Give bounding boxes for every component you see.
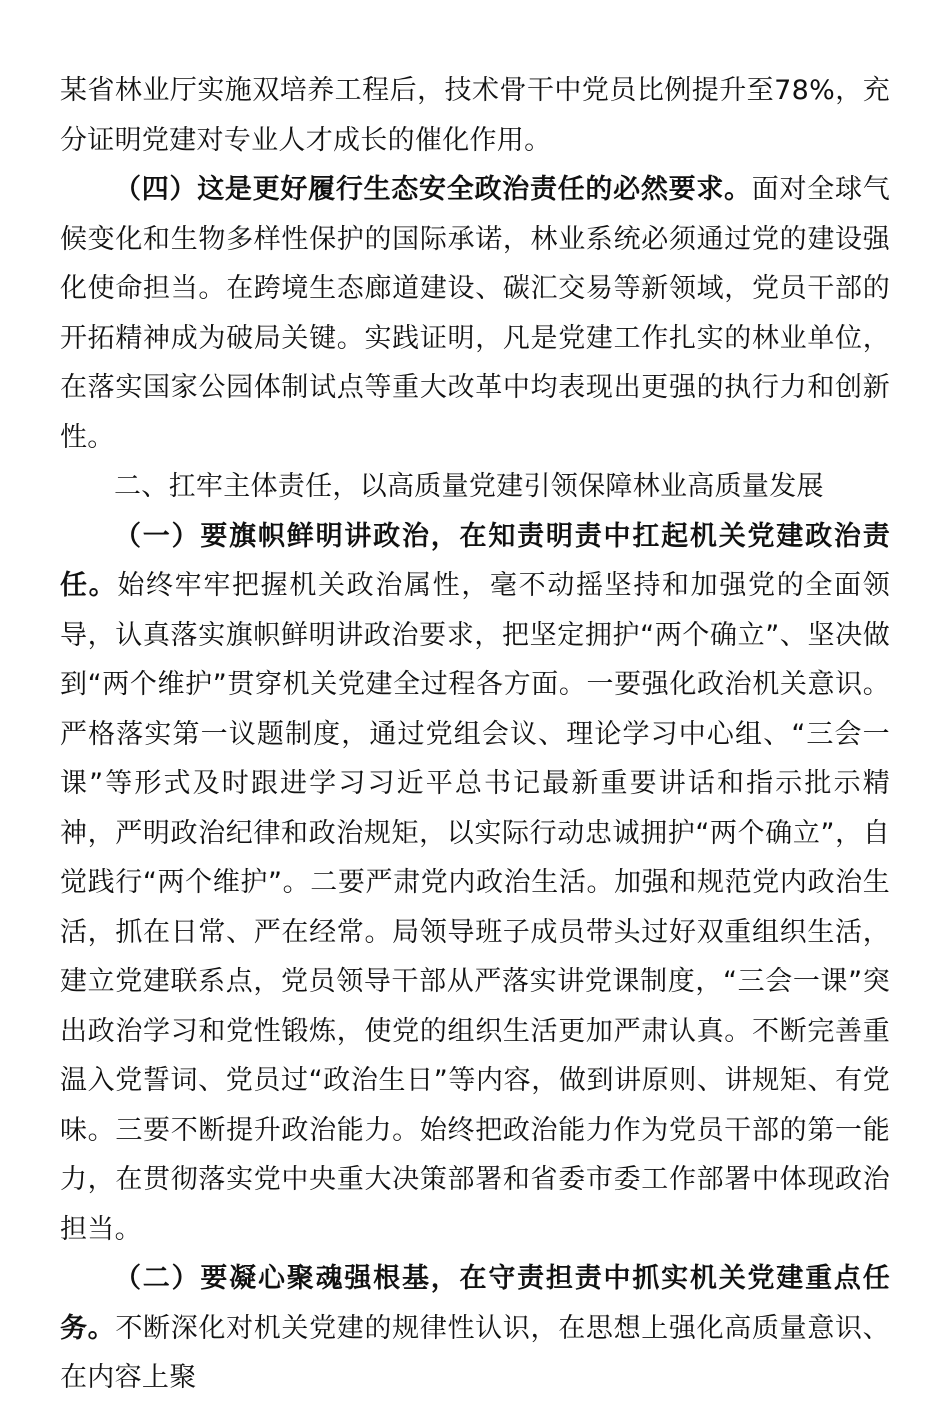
paragraph-3-text: 始终牢牢把握机关政治属性，毫不动摇坚持和加强党的全面领导，认真落实旗帜鲜明讲政治要求，把坚定拥护“两个确立”、坚决做到“两个维护”贯穿机关党建全过程各方面。一要强化政治机关意识。严格落实第一议题制度，通过党组会议、理论学习中心组、“三会一课”等形式及时跟进学习习近平总书记最新重要讲话和指示批示精神，严明政治纪律和政治规矩，以实际行动忠诚拥护“两个确立”，自觉践行“两个维护”。二要严肃党内政治生活。加强和规范党内政治生活，抓在日常、严在经常。局领导班子成员带头过好双重组织生活，建立党建联系点，党员领导干部从严落实讲党课制度，“三会一课”突出政治学习和党性锻炼，使党的组织生活更加严肃认真。不断完善重温入党誓词、党员过“政治生日”等内容，做到讲原则、讲规矩、有党味。三要不断提升政治能力。始终把政治能力作为党员干部的第一能力，在贯彻落实党中央重大决策部署和省委市委工作部署中体现政治担当。 — [60, 570, 890, 1245]
paragraph-2-heading: （四）这是更好履行生态安全政治责任的必然要求。 — [114, 174, 752, 205]
paragraph-4 — [60, 1254, 890, 1403]
paragraph-3-heading: （一）要旗帜鲜明讲政治，在知责明责中扛起机关党建政治责任。 — [60, 520, 890, 601]
section-2-heading: 二、扛牢主体责任，以高质量党建引领保障林业高质量发展 — [114, 471, 824, 502]
paragraph-3 — [60, 512, 890, 1255]
paragraph-1-text: 某省林业厅实施双培养工程后，技术骨干中党员比例提升至78%，充分证明党建对专业人才成长的催化作用。 — [60, 75, 890, 156]
paragraph-2 — [60, 165, 890, 462]
paragraph-4-heading: （二）要凝心聚魂强根基，在守责担责中抓实机关党建重点任务。 — [60, 1263, 890, 1344]
paragraph-4-text: 不断深化对机关党建的规律性认识，在思想上强化高质量意识、在内容上聚 — [60, 1312, 890, 1393]
paragraph-1 — [60, 66, 890, 165]
paragraph-2-text: 面对全球气候变化和生物多样性保护的国际承诺，林业系统必须通过党的建设强化使命担当。在跨境生态廊道建设、碳汇交易等新领域，党员干部的开拓精神成为破局关键。实践证明，凡是党建工作扎实的林业单位，在落实国家公园体制试点等重大改革中均表现出更强的执行力和创新性。 — [60, 174, 890, 453]
document-body — [60, 66, 890, 1403]
